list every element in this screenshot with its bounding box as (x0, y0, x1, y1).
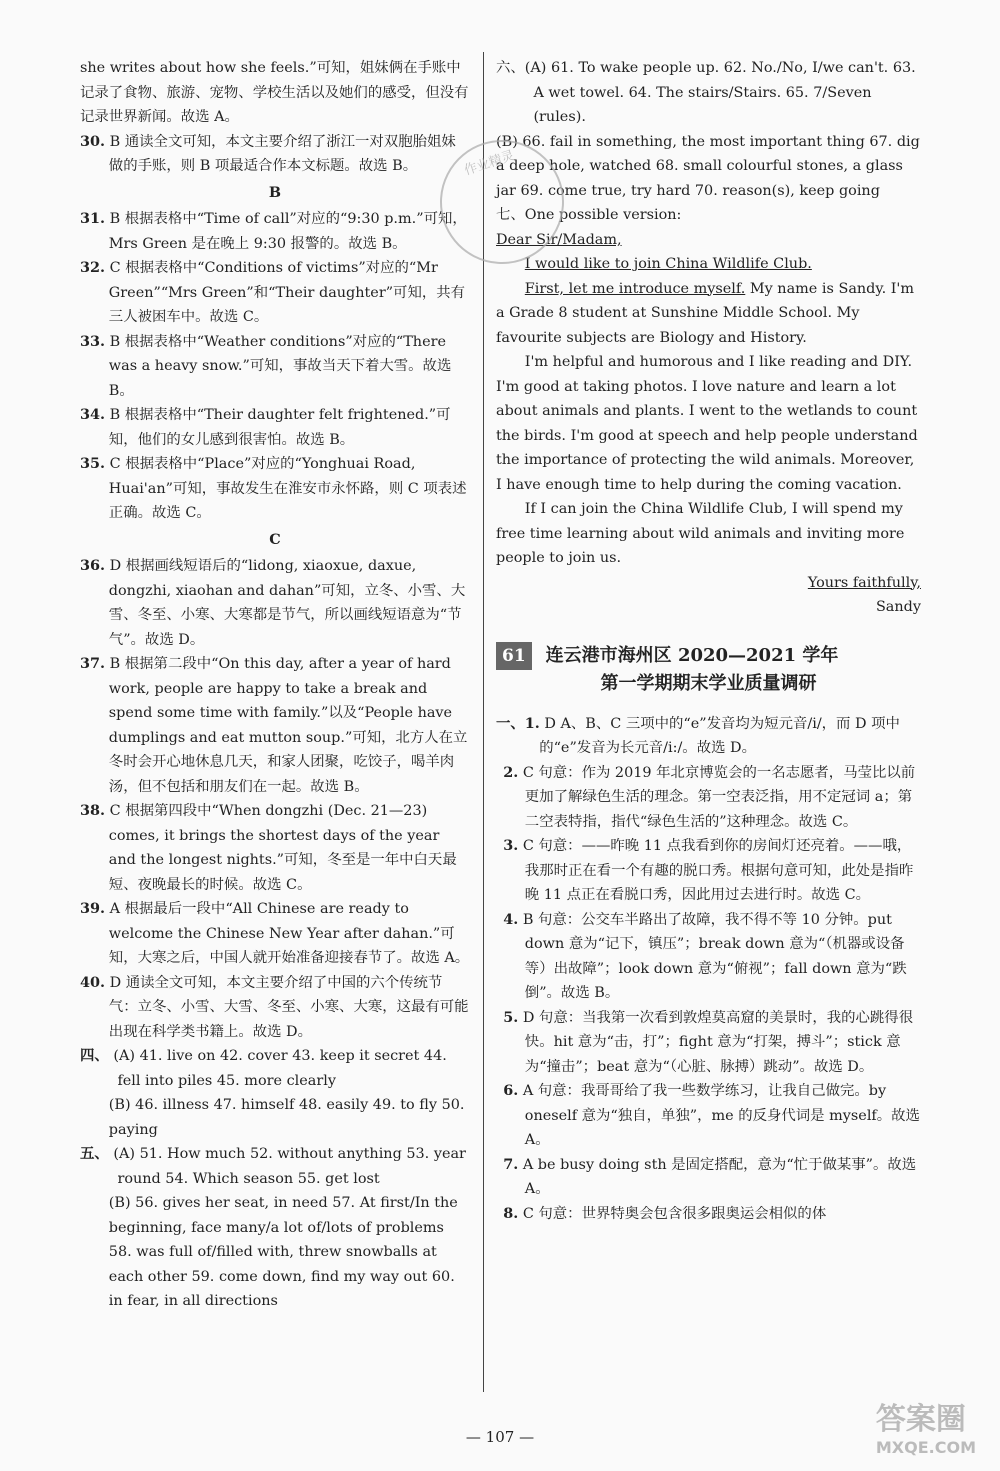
stamp-text: 作业精灵 (462, 148, 517, 179)
item-number: 36. (80, 557, 106, 574)
item-text: C 根据表格中“Conditions of victims”对应的“Mr Green”“Mrs Green”和“Their daughter”可知，共有三人被困车中。故选 C。 (108, 260, 466, 325)
exam-title-line-2: 第一学期期末学业质量调研 (600, 672, 817, 694)
item-number: 7. (503, 1155, 519, 1173)
item-number: 32. (80, 259, 106, 276)
item-number: 5. (503, 1008, 519, 1026)
answer-section (80, 1044, 470, 1093)
section-label: 六、 (496, 60, 525, 76)
item-number: 3. (503, 837, 519, 854)
answer-item (496, 1079, 921, 1153)
left-column (80, 56, 470, 1314)
item-number: 33. (80, 332, 106, 350)
item-number: 39. (80, 900, 106, 917)
item-number: 35. (80, 455, 106, 472)
answer-continuation: (B) 46. illness 47. himself 48. easily 49. to fly 50. paying (108, 1097, 465, 1138)
answer-item (80, 403, 470, 452)
item-text: A be busy doing sth 是固定搭配，意为“忙于做某事”。故选 A。 (522, 1156, 917, 1197)
answer-item (496, 712, 921, 761)
closing: Yours faithfully, (807, 574, 921, 591)
item-number: 31. (80, 210, 106, 227)
watermark-text: 答案圈 (875, 1402, 966, 1437)
answer-section (80, 1142, 470, 1191)
exam-number-badge: 61 (496, 642, 532, 670)
item-number: 4. (503, 910, 519, 928)
item-number: 8. (503, 1204, 519, 1222)
item-number: 一、1. (496, 714, 540, 732)
answer-item (496, 761, 921, 835)
item-number: 38. (80, 802, 106, 819)
answer-item (80, 799, 470, 897)
answer-item (80, 207, 470, 256)
salutation: Dear Sir/Madam, (496, 231, 622, 248)
answer-item (80, 452, 470, 526)
answer-item (496, 908, 921, 1006)
item-number: 四、 (80, 1047, 109, 1064)
item-number: 6. (503, 1082, 519, 1099)
item-number: 34. (80, 406, 106, 423)
item-text: (A) 51. How much 52. without anything 53. year round 54. Which season 55. get lost (113, 1146, 466, 1187)
answer-list (496, 712, 921, 1227)
right-column (496, 56, 921, 1226)
answer-item (496, 834, 921, 908)
section-6-a (496, 56, 921, 130)
answer-item (80, 330, 470, 404)
page-number: — 107 — (465, 1428, 535, 1446)
section-label: 七、 (496, 207, 525, 223)
answer-item (80, 971, 470, 1045)
answer-item (80, 256, 470, 330)
exam-title (496, 642, 921, 698)
answer-continuation: (B) 56. gives her seat, in need 57. At first/In the beginning, face many/a lot of/lots of problems 58. was full of/filled with, threw snowballs at each other 59. come down, find my way out 60. in fear, in all directions (108, 1195, 458, 1309)
version-label: One possible version: (524, 207, 682, 223)
answer-line-b: (B) 66. fail in something, the most important thing 67. dig a deep hole, watched 68. small colourful stones, a glass jar 69. come true, try hard 70. reason(s), keep going (496, 133, 920, 199)
section-heading: C (269, 530, 281, 548)
item-number: 40. (80, 973, 106, 991)
section-heading: B (268, 183, 282, 201)
item-text: C 句意：——昨晚 11 点我看到你的房间灯还亮着。——哦，我那时正在看一个有趣的脱口秀。根据句意可知，此处是指昨晚 11 点正在看脱口秀，因此用过去进行时。故选 C。 (522, 838, 914, 903)
item-text: C 根据第四段中“When dongzhi (Dec. 21—23) comes, it brings the shortest days of the year and the longest nights.”可知，冬至是一年中白天最短、夜晚最长的时候。故选 C。 (108, 803, 457, 893)
watermark-url: MXQE.COM (875, 1438, 976, 1457)
item-text: C 句意：作为 2019 年北京博览会的一名志愿者，马莹比以前更加了解绿色生活的理念。第一空表泛指，用不定冠词 a；第二空表特指，指代“绿色生活的”这种理念。故选 C。 (522, 764, 916, 830)
item-text: D 通读全文可知，本文主要介绍了中国的六个传统节气：立冬、小雪、大雪、冬至、小寒、大寒，这最有可能出现在科学类书籍上。故选 D。 (108, 974, 469, 1040)
answer-item (80, 897, 470, 971)
item-text: D 根据画线短语后的“lidong, xiaoxue, daxue, dongzhi, xiaohan and dahan”可知，立冬、小雪、大雪、冬至、小寒、大寒都是节气，所以画线短语意为“节气”。故选 D。 (108, 558, 466, 648)
exam-title-line-1: 连云港市海州区 2020—2021 学年 (545, 644, 839, 666)
item-number: 37. (80, 655, 106, 672)
item-text: C 句意：世界特奥会包含很多跟奥运会相似的体 (522, 1205, 827, 1222)
letter-paragraph-3: If I can join the China Wildlife Club, I will spend my free time learning about wild animals and inviting more people to join us. (496, 501, 905, 566)
item-text: D A、B、C 三项中的“e”发音均为短元音/i/，而 D 项中的“e”发音为长元音/i:/。故选 D。 (539, 715, 900, 756)
item-number: 30. (80, 132, 106, 150)
answer-item (496, 1006, 921, 1080)
item-text: A 句意：我哥哥给了我一些数学练习，让我自己做完。by oneself 意为“独自，单独”，me 的反身代词是 myself。故选 A。 (522, 1083, 920, 1148)
item-text: B 根据第二段中“On this day, after a year of hard work, people are happy to take a break and spend some time with family.”以及“People have dumplings and eat mutton soup.”可知，北方人在立冬时会开心地休息几天，和家人团聚，吃饺子，喝羊肉汤，但不包括和朋友们在一起。故选 B。 (108, 656, 468, 795)
item-text: B 通读全文可知，本文主要介绍了浙江一对双胞胎姐妹做的手账，则 B 项最适合作本文标题。故选 B。 (108, 133, 456, 174)
item-text: B 句意：公交车半路出了故障，我不得不等 10 分钟。put down 意为“记下，镇压”；break down 意为“（机器或设备等）出故障”；look down 意为“俯视”；fall down 意为“跌倒”。故选 B。 (522, 911, 907, 1001)
letter-paragraph-2: I'm helpful and humorous and I like reading and DIY. I'm good at taking photos. I love nature and learn a lot about animals and plants. I went to the wetlands to count the birds. I'm good at speech and help people understand the importance of protecting the wild animals. Moreover, I have enough time to help during the coming vacation. (496, 354, 918, 493)
item-text: (A) 41. live on 42. cover 43. keep it secret 44. fell into piles 45. more clearly (113, 1048, 447, 1089)
item-text: A 根据最后一段中“All Chinese are ready to welcome the Chinese New Year after dahan.”可知，大寒之后，中国人就开始准备迎接春节了。故选 A。 (108, 901, 470, 966)
answer-item (496, 1202, 921, 1227)
answer-item (80, 554, 470, 652)
answer-item (80, 652, 470, 799)
item-text: B 根据表格中“Time of call”对应的“9:30 p.m.”可知，Mrs Green 是在晚上 9:30 报警的。故选 B。 (108, 211, 467, 252)
letter-line-1: I would like to join China Wildlife Club. (524, 256, 812, 272)
item-text: B 根据表格中“Weather conditions”对应的“There was a heavy snow.”可知，事故当天下着大雪。故选 B。 (108, 333, 452, 399)
item-number: 五、 (80, 1145, 109, 1162)
watermark-logo (876, 1394, 976, 1457)
sample-letter (496, 228, 921, 620)
answer-continuation: she writes about how she feels.”可知，姐妹俩在手账中记录了食物、旅游、宠物、学校生活以及她们的感受，但没有记录世界新闻。故选 A。 (80, 60, 469, 125)
item-text: D 句意：当我第一次看到敦煌莫高窟的美景时，我的心跳得很快。hit 意为“击，打”；fight 意为“打架，搏斗”；stick 意为“撞击”；beat 意为“（心脏、脉搏）跳动”。故选 D。 (522, 1009, 914, 1075)
signature-name: Sandy (875, 599, 921, 615)
item-text: B 根据表格中“Their daughter felt frightened.”可知，他们的女儿感到很害怕。故选 B。 (108, 407, 451, 448)
letter-line-2a: First, let me introduce myself. (524, 280, 746, 297)
answer-item (496, 1153, 921, 1202)
item-number: 2. (503, 763, 519, 781)
answer-line-a: (A) 61. To wake people up. 62. No./No, I/we can't. 63. A wet towel. 64. The stairs/Stairs. 65. 7/Seven (rules). (524, 60, 916, 125)
letter-line-2b: My name is Sandy. I'm a Grade 8 student at Sunshine Middle School. My favourite subjects are Biology and History. (496, 280, 915, 346)
answer-item (80, 130, 470, 179)
item-text: C 根据表格中“Place”对应的“Yonghuai Road, Huai'an”可知，事故发生在淮安市永怀路，则 C 项表述正确。故选 C。 (108, 456, 467, 521)
